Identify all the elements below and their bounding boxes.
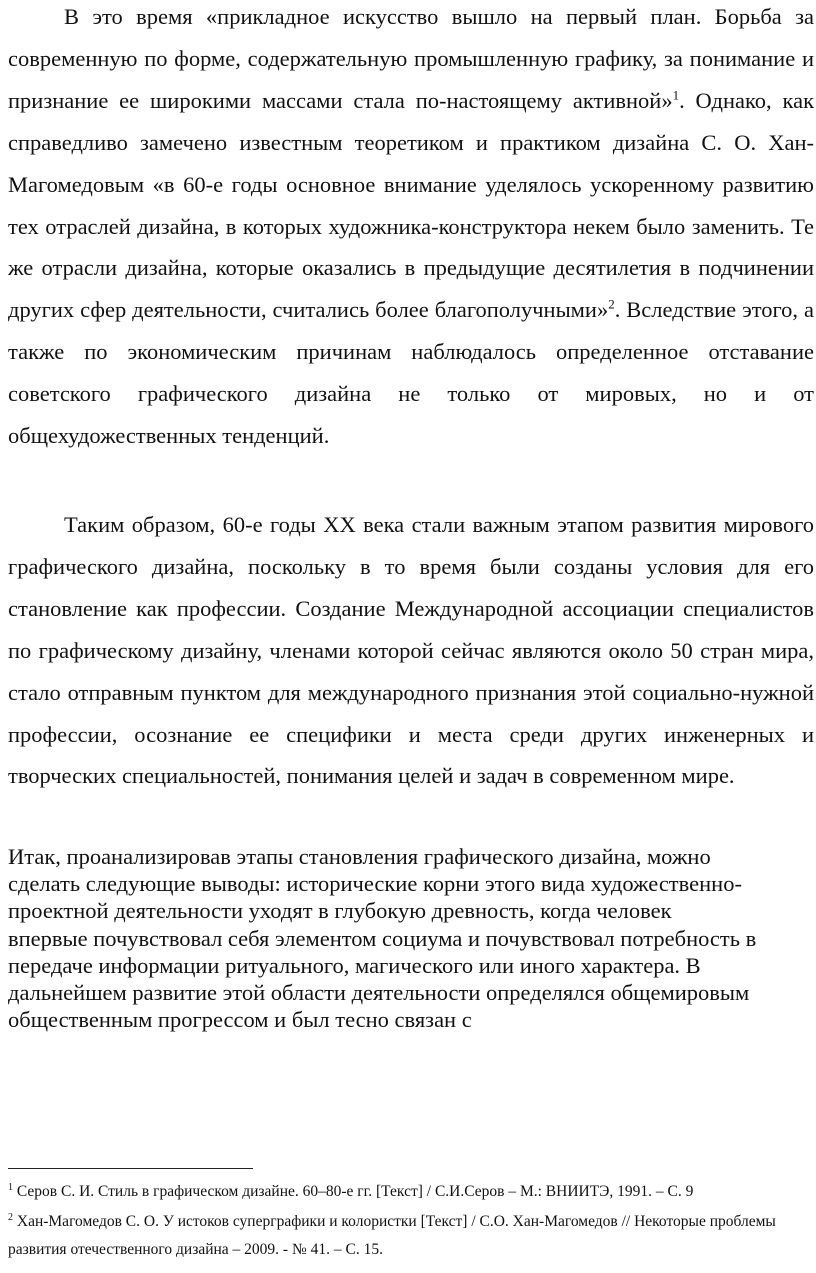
paragraph-3-line: проектной деятельности уходят в глубокую древность, когда человек bbox=[8, 898, 672, 924]
paragraph-1-text-b: . Однако, как справедливо замечено известным теоретиком и практиком дизайна С. О. Хан-Магомедовым «в 60-е годы основное внимание уделялось ускоренному развитию тех отраслей дизайна, в которых художника-конструктора некем было заменить. Те же отрасли дизайна, которые оказались в предыдущие десятилетия в подчинении других сфер деятельности, считались более благополучными» bbox=[8, 87, 814, 323]
paragraph-3-line: Итак, проанализировав этапы становления графического дизайна, можно bbox=[8, 844, 711, 869]
footnote-2-text: Хан-Магомедов С. О. У истоков суперграфики и колористки [Текст] / С.О. Хан-Магомедов // Некоторые проблемы развития отечественного дизайна – 2009. - № 41. – С. 15. bbox=[8, 1213, 776, 1258]
paragraph-2: Таким образом, 60-е годы XX века стали важным этапом развития мирового графического дизайна, поскольку в то время были созданы условия для его становление как профессии. Создание Международной ассоциации специалистов по графическому дизайну, членами которой сейчас являются около 50 стран мира, стало отправным пунктом для международного признания этой социально-нужной профессии, осознание ее специфики и места среди других инженерных и творческих специальностей, понимания целей и задач в современном мире. bbox=[8, 512, 814, 789]
footnote-2-marker: 2 bbox=[8, 1211, 13, 1223]
paragraph-3-line: передаче информации ритуального, магического или иного характера. В bbox=[8, 952, 701, 978]
footnote-1-text: Серов С. И. Стиль в графическом дизайне. 60–80-е гг. [Текст] / С.И.Серов – М.: ВНИИТЭ, 1991. – С. 9 bbox=[13, 1183, 694, 1200]
paragraph-1 bbox=[8, 0, 814, 457]
paragraph-3-line: дальнейшем развитие этой области деятельности определялся общемировым bbox=[8, 980, 750, 1006]
footnote-ref-2[interactable]: 2 bbox=[608, 296, 615, 312]
paragraph-3-line: общественным прогрессом и был тесно связан с bbox=[8, 1007, 472, 1033]
paragraph-3 bbox=[8, 843, 814, 1033]
paragraph-1-text-a: В это время «прикладное искусство вышло на первый план. Борьба за современную по форме, содержательную промышленную графику, за понимание и признание ее широкими массами стала по-настоящему активной» bbox=[8, 4, 814, 113]
footnote-2 bbox=[8, 1208, 814, 1264]
paragraph-3-line: сделать следующие выводы: исторические корни этого вида художественно- bbox=[8, 871, 742, 897]
footnote-separator bbox=[8, 1168, 253, 1169]
paragraph-1-text-c: . Вследствие этого, а также по экономическим причинам наблюдалось определенное отставание советского графического дизайна не только от мировых, но и от общехудожественных тенденций. bbox=[8, 297, 814, 449]
footnote-1 bbox=[8, 1178, 814, 1206]
footnote-1-marker: 1 bbox=[8, 1181, 13, 1193]
paragraph-3-line: впервые почувствовал себя элементом социума и почувствовал потребность в bbox=[8, 925, 757, 951]
footnote-ref-1[interactable]: 1 bbox=[672, 87, 680, 103]
